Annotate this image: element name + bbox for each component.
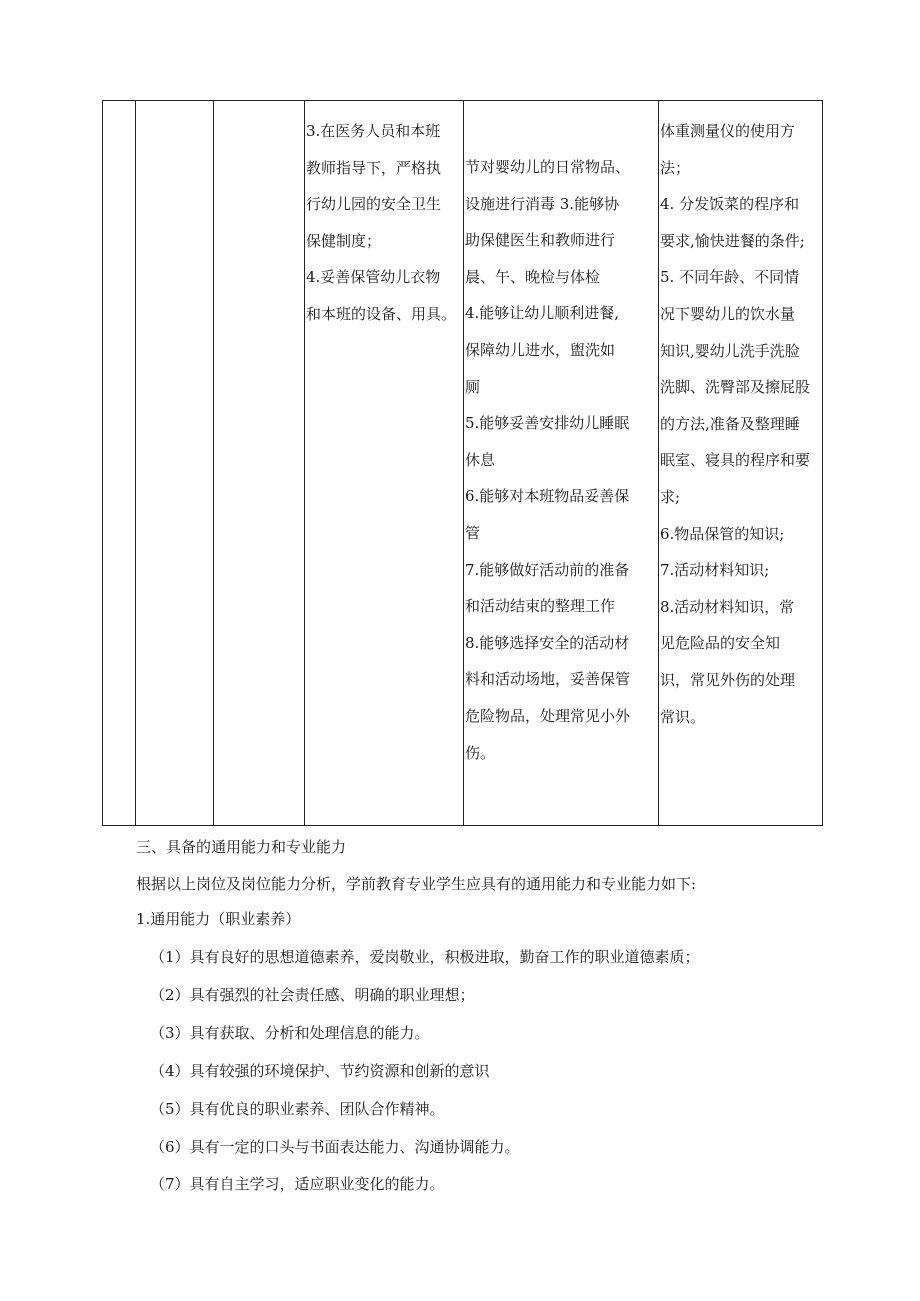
list-item: （1）具有良好的思想道德素养，爱岗敬业，积极进取，勤奋工作的职业道德素质；: [150, 948, 700, 966]
knowledge-line: 8.活动材料知识，常: [660, 597, 795, 616]
knowledge-line: 6.物品保管的知识;: [660, 524, 785, 543]
ability-line: 4.能够让幼儿顺利进餐,: [465, 304, 620, 323]
list-item: （3）具有获取、分析和处理信息的能力。: [150, 1024, 430, 1042]
knowledge-line: 体重测量仪的使用方: [660, 122, 796, 140]
knowledge-line: 常识。: [660, 707, 706, 726]
list-item: （2）具有强烈的社会责任感、明确的职业理想；: [150, 986, 475, 1004]
ability-line: 7.能够做好活动前的准备: [465, 560, 630, 579]
knowledge-line: 4. 分发饭菜的程序和: [660, 195, 800, 214]
knowledge-line: 的方法,准备及整理睡: [660, 414, 800, 433]
knowledge-line: 见危险品的安全知: [660, 634, 781, 653]
ability-line: 助保健医生和教师进行: [465, 231, 616, 250]
table-cell-col1: [103, 101, 136, 826]
section-heading: 三、具备的通用能力和专业能力: [136, 838, 347, 856]
ability-line: 伤。: [465, 743, 496, 762]
list-item: （7）具有自主学习，适应职业变化的能力。: [150, 1175, 445, 1193]
knowledge-line: 法；: [660, 158, 691, 177]
ability-line: 厕: [465, 377, 481, 396]
knowledge-line: 况下婴幼儿的饮水量: [660, 304, 796, 323]
ability-line: 危险物品，处理常见小外: [465, 706, 631, 725]
duty-line: 行幼儿园的安全卫生: [306, 195, 442, 214]
table-cell-knowledge: [659, 101, 823, 826]
knowledge-line: 7.活动材料知识;: [660, 561, 770, 580]
table-cell-col3: [214, 101, 305, 826]
duty-line: 3.在医务人员和本班: [306, 122, 441, 140]
knowledge-line: 求;: [660, 487, 681, 506]
list-item: （6）具有一定的口头与书面表达能力、沟通协调能力。: [150, 1138, 520, 1156]
ability-line: 5.能够妥善安排幼儿睡眠: [465, 414, 630, 433]
ability-line: 8.能够选择安全的活动材: [465, 633, 630, 652]
knowledge-line: 知识,婴幼儿洗手洗脸: [660, 341, 800, 360]
ability-line: 和活动结束的整理工作: [465, 597, 616, 616]
ability-line: 设施进行消毒 3.能够协: [465, 194, 620, 213]
duty-line: 和本班的设备、用具。: [306, 304, 457, 323]
list-item: （5）具有优良的职业素养、团队合作精神。: [150, 1100, 445, 1118]
knowledge-line: 眠室、寝具的程序和要: [660, 451, 811, 470]
ability-line: 6.能够对本班物品妥善保: [465, 487, 630, 506]
table-cell-duties: [305, 101, 464, 826]
duty-line: 保健制度；: [306, 231, 382, 250]
list-item: （4）具有较强的环境保护、节约资源和创新的意识: [150, 1062, 490, 1080]
ability-line: 节对婴幼儿的日常物品、: [465, 158, 631, 176]
table-cell-col2: [136, 101, 214, 826]
ability-line: 管: [465, 523, 481, 542]
knowledge-line: 洗脚、洗臀部及擦屁股: [660, 378, 811, 397]
ability-line: 晨、午、晚检与体检: [465, 267, 601, 286]
duty-table: [102, 100, 823, 826]
knowledge-line: 要求,愉快进餐的条件;: [660, 231, 805, 250]
duty-line: 教师指导下，严格执: [306, 158, 442, 177]
knowledge-line: 5. 不同年龄、不同情: [660, 268, 800, 287]
ability-line: 休息: [465, 450, 496, 469]
table-cell-abilities: [464, 101, 659, 826]
ability-line: 料和活动场地，妥善保管: [465, 670, 631, 689]
table-row: [103, 101, 823, 826]
ability-line: 保障幼儿进水，盥洗如: [465, 340, 616, 359]
knowledge-line: 识，常见外伤的处理: [660, 670, 796, 689]
sub-heading: 1.通用能力（职业素养）: [136, 910, 301, 928]
section-intro: 根据以上岗位及岗位能力分析，学前教育专业学生应具有的通用能力和专业能力如下:: [136, 875, 697, 893]
duty-line: 4.妥善保管幼儿衣物: [306, 268, 441, 287]
